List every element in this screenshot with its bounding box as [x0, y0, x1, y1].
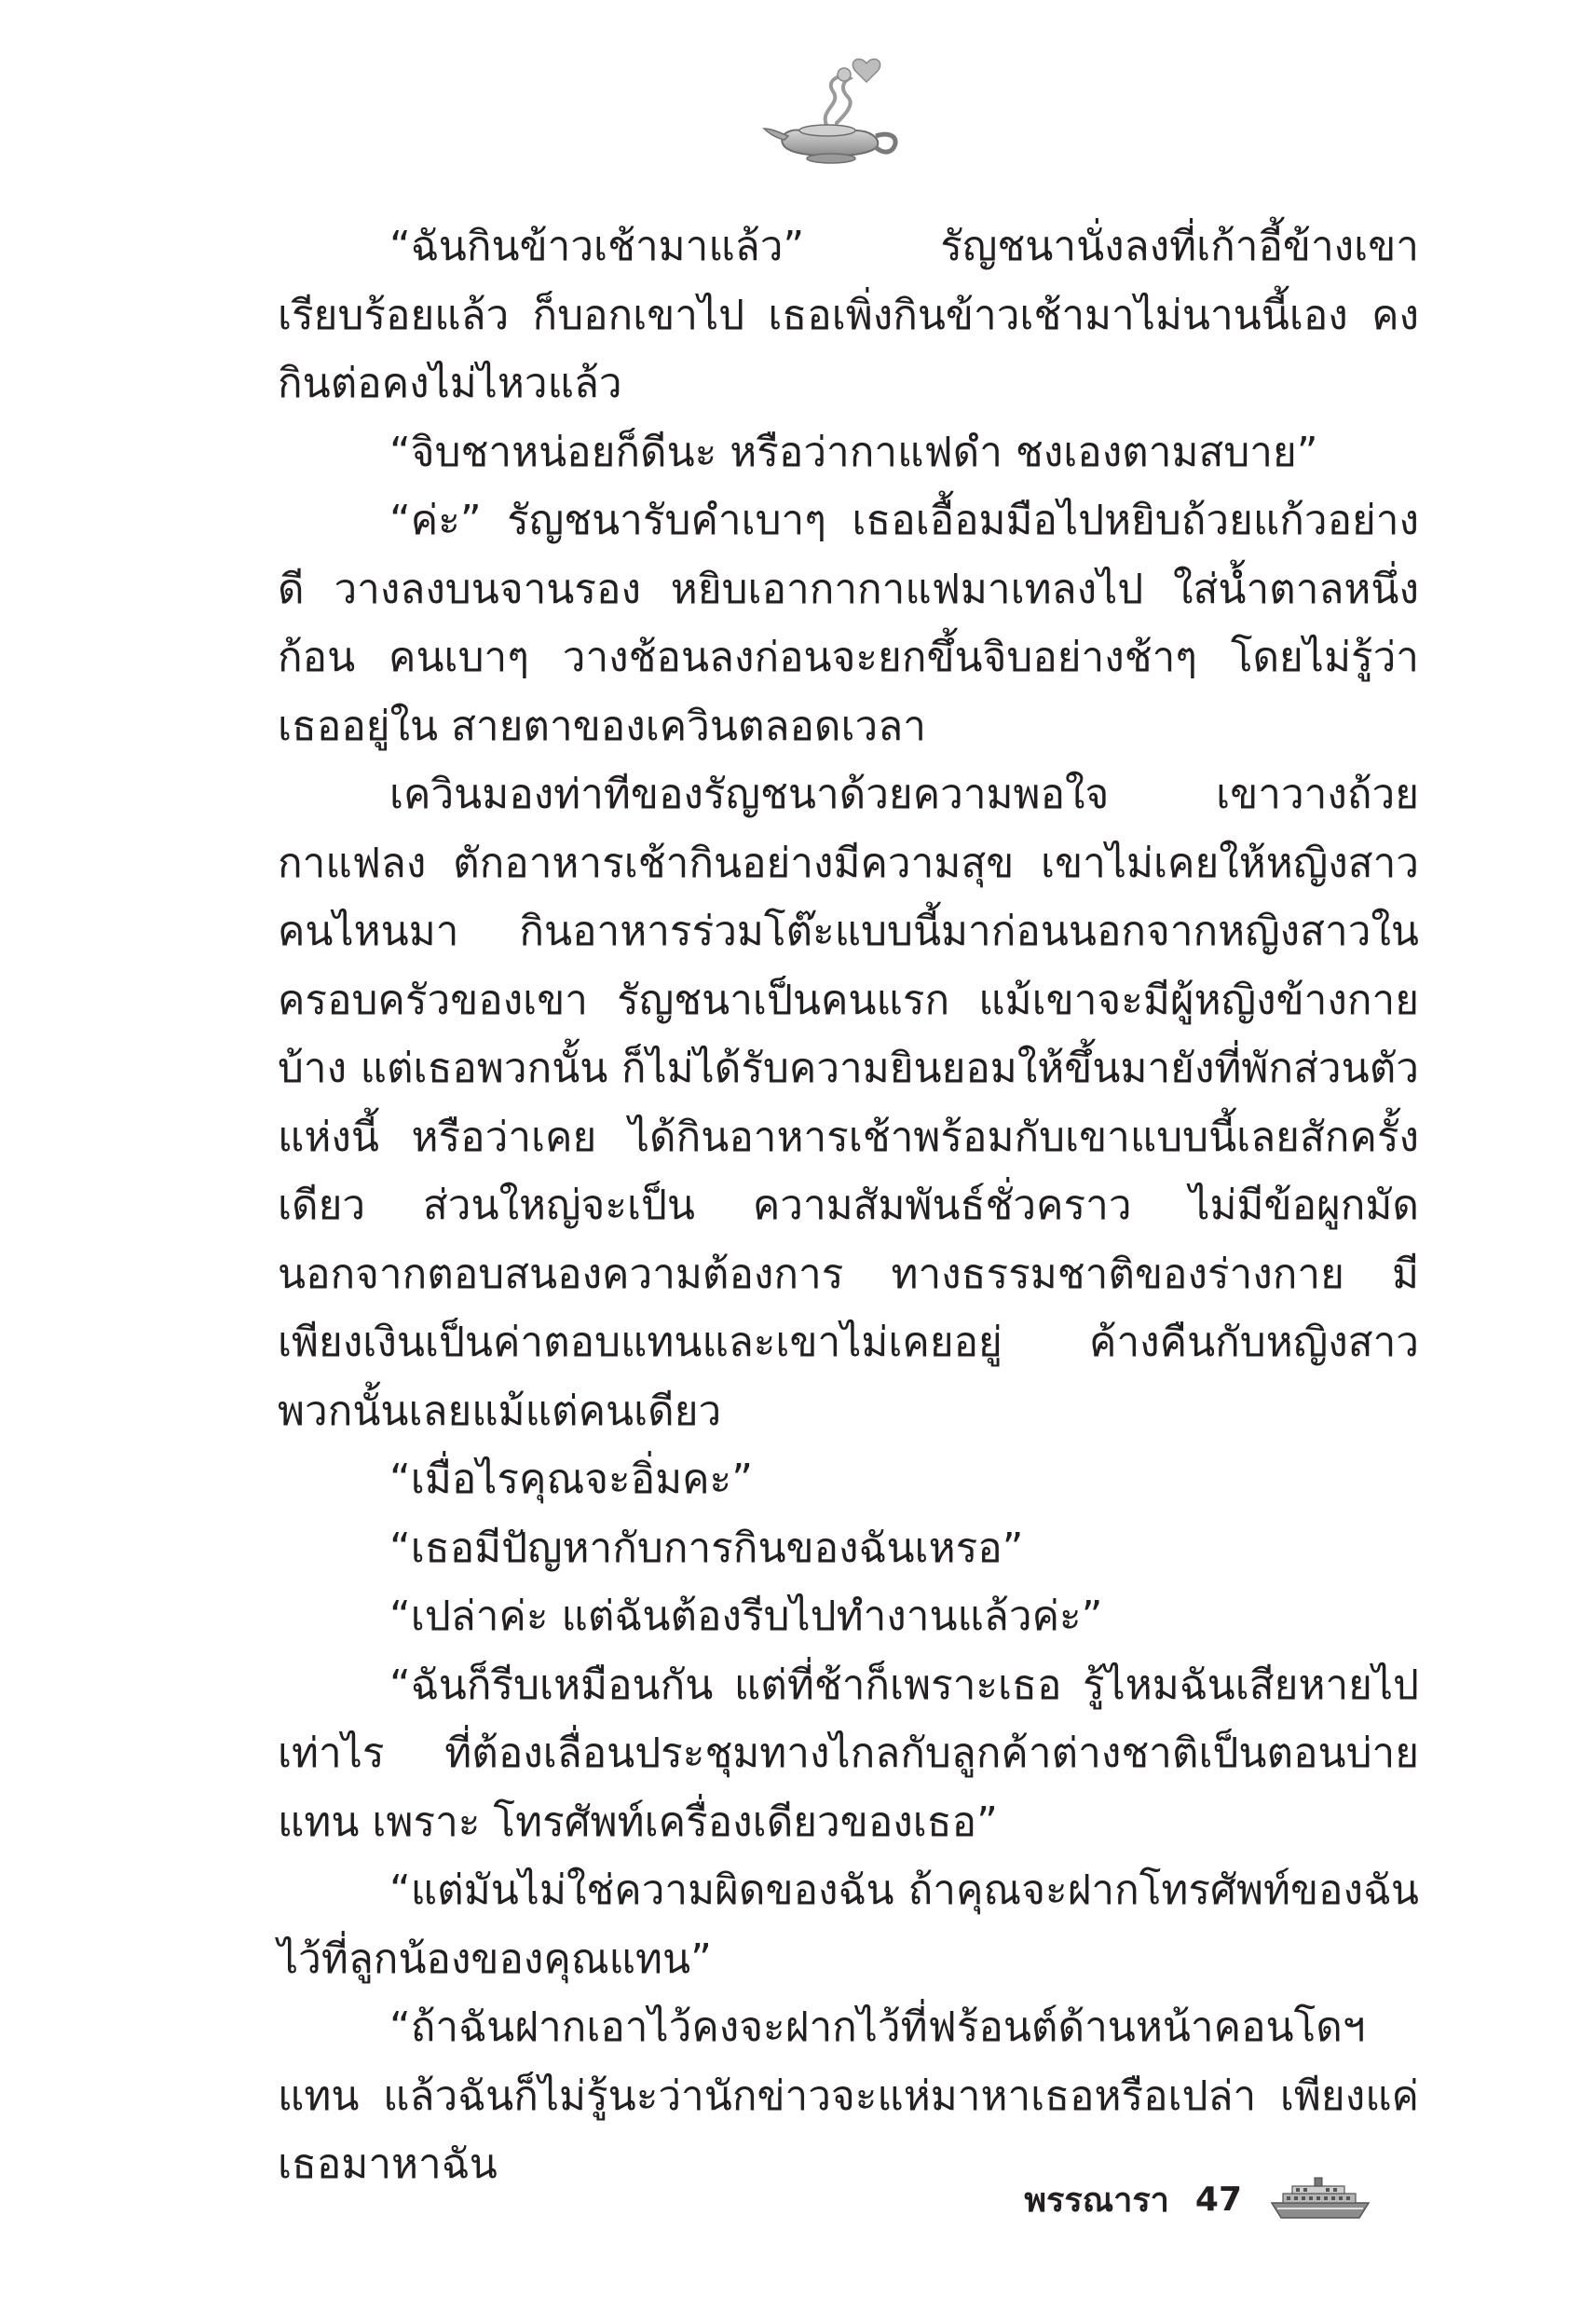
- cruise-ship-icon: [1268, 2175, 1372, 2223]
- story-text: [278, 212, 1419, 2199]
- paragraph: “เมื่อไรคุณจะอิ่มคะ”: [389, 1456, 753, 1503]
- paragraph: “ค่ะ” รัญชนารับคำเบาๆ เธอเอื้อมมือไปหยิบถ้วยแก้วอย่างดี วางลงบนจานรอง หยิบเอากากาแฟมาเทลงไป ใส่น้ำตาลหนึ่งก้อน คนเบาๆ วางช้อนลงก่อนจะยกขึ้นจิบอย่างช้าๆ โดยไม่รู้ว่าเธออยู่ใน สายตาของเควินตลอดเวลา: [278, 497, 1419, 750]
- paragraph: “ฉันก็รีบเหมือนกัน แต่ที่ช้าก็เพราะเธอ รู้ไหมฉันเสียหายไปเท่าไร ที่ต้องเลื่อนประชุมทางไกลกับลูกค้าต่างชาติเป็นตอนบ่ายแทน เพราะ โทรศัพท์เครื่องเดียวของเธอ”: [278, 1661, 1419, 1846]
- paragraph: “ฉันกินข้าวเช้ามาแล้ว” รัญชนานั่งลงที่เก้าอี้ข้างเขาเรียบร้อยแล้ว ก็บอกเขาไป เธอเพิ่งกินข้าวเช้ามาไม่นานนี้เอง คงกินต่อคงไม่ไหวแล้ว: [278, 223, 1419, 407]
- paragraph: “ถ้าฉันฝากเอาไว้คงจะฝากไว้ที่ฟร้อนต์ด้านหน้าคอนโดฯ แทน แล้วฉันก็ไม่รู้นะว่านักข่าวจะแห่มาหาเธอหรือเปล่า เพียงแค่เธอมาหาฉัน: [278, 2003, 1419, 2188]
- paragraph: “แต่มันไม่ใช่ความผิดของฉัน ถ้าคุณจะฝากโทรศัพท์ของฉัน ไว้ที่ลูกน้องของคุณแทน”: [278, 1867, 1419, 1983]
- page-footer: [1024, 2171, 1372, 2227]
- paragraph: “จิบชาหน่อยก็ดีนะ หรือว่ากาแฟดำ ชงเองตามสบาย”: [389, 428, 1318, 476]
- paragraph: “เปล่าค่ะ แต่ฉันต้องรีบไปทำงานแล้วค่ะ”: [389, 1593, 1103, 1640]
- book-title: พรรณารา: [1024, 2181, 1169, 2220]
- page-number: 47: [1194, 2180, 1242, 2219]
- genie-lamp-with-heart-icon: [762, 54, 911, 166]
- paragraph: “เธอมีปัญหากับการกินของฉันเหรอ”: [389, 1524, 1024, 1572]
- paragraph: เควินมองท่าทีของรัญชนาด้วยความพอใจ เขาวางถ้วยกาแฟลง ตักอาหารเช้ากินอย่างมีความสุข เขาไม่เคยให้หญิงสาวคนไหนมา กินอาหารร่วมโต๊ะแบบนี้มาก่อนนอกจากหญิงสาวในครอบครัวของเขา รัญชนาเป็นคนแรก แม้เขาจะมีผู้หญิงข้างกายบ้าง แต่เธอพวกนั้น ก็ไม่ได้รับความยินยอมให้ขึ้นมายังที่พักส่วนตัวแห่งนี้ หรือว่าเคย ได้กินอาหารเช้าพร้อมกับเขาแบบนี้เลยสักครั้งเดียว ส่วนใหญ่จะเป็น ความสัมพันธ์ชั่วคราว ไม่มีข้อผูกมัด นอกจากตอบสนองความต้องการ ทางธรรมชาติของร่างกาย มีเพียงเงินเป็นค่าตอบแทนและเขาไม่เคยอยู่ ค้างคืนกับหญิงสาวพวกนั้นเลยแม้แต่คนเดียว: [278, 771, 1419, 1435]
